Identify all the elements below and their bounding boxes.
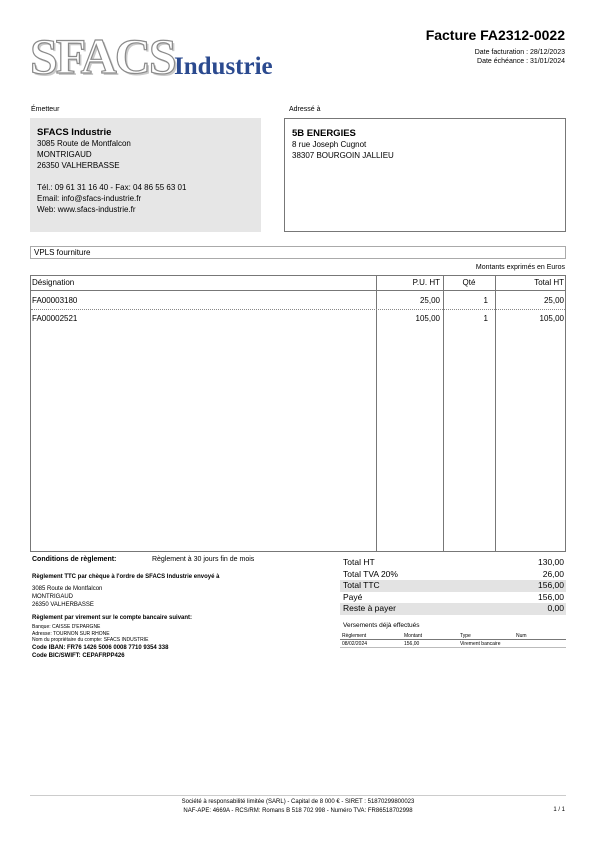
row1-total: 25,00 (543, 296, 564, 305)
paid-label: Payé (343, 591, 363, 602)
total-ht-row (340, 557, 566, 569)
issuer-web: Web: www.sfacs-industrie.fr (37, 205, 136, 214)
conditions-value: Règlement à 30 jours fin de mois (151, 556, 255, 563)
total-ht-label: Total HT (343, 557, 375, 567)
cheque-address1: 3085 Route de Montfalcon (32, 586, 103, 592)
currency-note: Montants exprimés en Euros (475, 264, 565, 271)
iban-code: Code IBAN: FR76 1426 5006 0008 7710 9354 338 (32, 644, 169, 651)
recipient-address1: 8 rue Joseph Cugnot (292, 140, 367, 149)
transfer-heading: Règlement par virement sur le compte bancaire suivant: (32, 615, 193, 621)
bic-code: Code BIC/SWIFT: CEPAFRPP426 (32, 652, 125, 659)
invoice-date: Date facturation : 28/12/2023 (474, 49, 565, 56)
issuer-address3: 26350 VALHERBASSE (37, 161, 120, 170)
company-logo (30, 30, 290, 82)
payment-num (514, 640, 566, 648)
row1-designation: FA00003180 (32, 296, 78, 305)
header-total: Total HT (534, 278, 564, 287)
invoice-title: Facture FA2312-0022 (425, 27, 565, 43)
payment-amount: 156,00 (402, 640, 458, 648)
payment-conditions (32, 556, 254, 660)
total-ttc-label: Total TTC (343, 580, 380, 590)
payments-title: Versements déjà effectués (343, 622, 420, 629)
cheque-address2: MONTRIGAUD (32, 594, 73, 600)
total-tva-value: 26,00 (542, 568, 564, 579)
legal-footer (30, 798, 566, 815)
remaining-label: Reste à payer (343, 603, 396, 613)
issuer-address1: 3085 Route de Montfalcon (37, 139, 131, 148)
invoice-dates (475, 48, 565, 66)
paid-row (340, 592, 566, 604)
payment-type: Virement bancaire (458, 640, 514, 648)
logo-suffix: Industrie (174, 53, 273, 80)
payments-header-amount: Montant (402, 633, 458, 640)
conditions-label: Conditions de règlement: (32, 556, 117, 563)
header-unit-price: P.U. HT (412, 278, 440, 287)
row2-total: 105,00 (539, 314, 564, 323)
footer-line2: NAF-APE: 4669A - RCS/RM: Romans B 518 702 998 - Numéro TVA: FR86518702998 (183, 807, 413, 814)
header-designation: Désignation (32, 278, 75, 287)
payments-header-type: Type (458, 633, 514, 640)
row2-unit-price: 105,00 (415, 314, 440, 323)
issuer-name: SFACS Industrie (37, 127, 112, 138)
recipient-section-label: Adressé à (289, 106, 321, 113)
issuer-phone: Tél.: 09 61 31 16 40 - Fax: 04 86 55 63 01 (37, 183, 187, 192)
bank-name: Banque: CAISSE D'EPARGNE (32, 624, 101, 630)
total-ttc-value: 156,00 (538, 580, 564, 590)
total-ttc-row (340, 580, 566, 592)
total-ht-value: 130,00 (538, 557, 564, 567)
invoice-reference: VPLS fourniture (30, 246, 566, 259)
recipient-name: 5B ENERGIES (292, 128, 356, 139)
invoice-lines-table (30, 275, 566, 552)
issuer-section-label: Émetteur (31, 106, 60, 113)
payment-row (340, 640, 566, 648)
footer-divider (30, 795, 566, 796)
account-owner: Nom du propriétaire du compte: SFACS INDUSTRIE (32, 637, 149, 643)
issuer-address2: MONTRIGAUD (37, 150, 92, 159)
remaining-row (340, 603, 566, 615)
cheque-heading: Règlement TTC par chèque à l'ordre de SFACS Industrie envoyé à (32, 574, 220, 580)
header-qty: Qté (462, 278, 476, 287)
logo-brand: SFACS (30, 28, 175, 84)
payments-table (340, 633, 566, 648)
total-tva-row (340, 569, 566, 581)
bank-address: Adresse: TOURNON SUR RHONE (32, 630, 110, 637)
recipient-address2: 38307 BOURGOIN JALLIEU (292, 151, 394, 160)
payments-header-settlement: Règlement (340, 633, 402, 640)
row1-unit-price: 25,00 (419, 296, 440, 305)
cheque-address3: 26350 VALHERBASSE (32, 602, 94, 608)
issuer-box (30, 118, 261, 232)
footer-line1: Société à responsabilité limitée (SARL) - Capital de 8 000 € - SIRET : 51870299800023 (181, 799, 415, 805)
payments-header-num: Num (514, 633, 566, 640)
recipient-box (284, 118, 566, 232)
payments-block (340, 622, 566, 648)
paid-value: 156,00 (538, 591, 564, 602)
total-tva-label: Total TVA 20% (343, 568, 398, 579)
page-number: 1 / 1 (553, 807, 565, 813)
row2-designation: FA00002521 (32, 314, 78, 323)
issuer-email: Email: info@sfacs-industrie.fr (37, 194, 142, 203)
remaining-value: 0,00 (547, 603, 564, 613)
totals-block (340, 557, 566, 615)
invoice-due-date: Date échéance : 31/01/2024 (477, 58, 565, 65)
payment-settlement: 08/02/2024 (340, 640, 402, 648)
row2-qty: 1 (483, 314, 488, 323)
row1-qty: 1 (483, 296, 488, 305)
